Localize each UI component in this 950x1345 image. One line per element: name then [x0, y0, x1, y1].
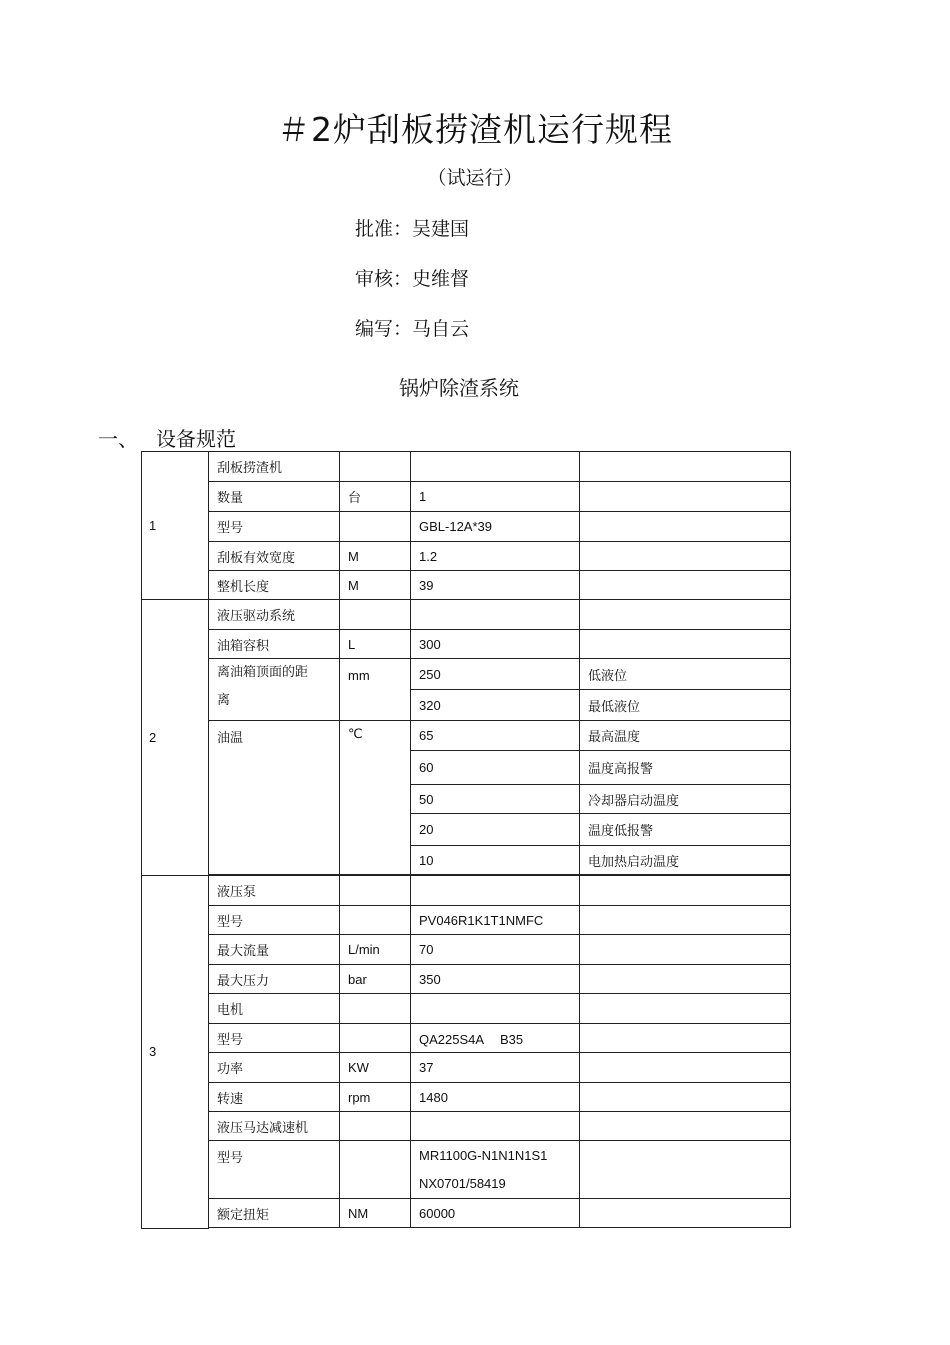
item-unit: M [340, 571, 411, 600]
item-unit: KW [340, 1053, 411, 1083]
item-name: 最大压力 [209, 965, 340, 994]
heading-number: 一、 [98, 427, 138, 451]
item-value: 70 [411, 935, 580, 965]
table-row [142, 600, 791, 630]
item-value: 50 [411, 785, 580, 814]
item-unit: NM [340, 1199, 411, 1228]
table-row [142, 721, 791, 751]
item-note [580, 600, 791, 630]
item-note: 低液位 [580, 659, 791, 690]
table-row [142, 542, 791, 571]
item-name: 型号 [209, 906, 340, 935]
item-unit [340, 1112, 411, 1141]
item-note [580, 1199, 791, 1228]
table-row [142, 1083, 791, 1112]
table-row [142, 1112, 791, 1141]
item-name: 最大流量 [209, 935, 340, 965]
item-unit: M [340, 542, 411, 571]
item-unit [340, 512, 411, 542]
item-note: 温度低报警 [580, 814, 791, 846]
item-value [411, 1112, 580, 1141]
item-value: GBL-12A*39 [411, 512, 580, 542]
author-line: 编写：马自云 [355, 318, 470, 340]
item-note [580, 452, 791, 482]
item-value: 1 [411, 482, 580, 512]
item-note [580, 1112, 791, 1141]
table-row [142, 965, 791, 994]
item-value: 250 [411, 659, 580, 690]
item-unit [340, 994, 411, 1024]
equipment-spec-table [141, 451, 791, 1229]
table-row [142, 906, 791, 935]
table-row [142, 935, 791, 965]
item-name-line2: 离 [217, 693, 231, 708]
table-row [142, 1199, 791, 1228]
section-heading [98, 423, 236, 452]
item-note [580, 1141, 791, 1199]
item-unit: mm [340, 659, 411, 721]
table-row [142, 1053, 791, 1083]
item-name: 型号 [209, 512, 340, 542]
item-unit: bar [340, 965, 411, 994]
table-row [142, 876, 791, 906]
item-unit [340, 1141, 411, 1199]
item-name: 型号 [209, 1024, 340, 1053]
item-unit: rpm [340, 1083, 411, 1112]
item-name: 液压驱动系统 [209, 600, 340, 630]
item-value: QA225S4A B35 [411, 1024, 580, 1053]
item-unit [340, 876, 411, 906]
item-value [411, 452, 580, 482]
item-value: 39 [411, 571, 580, 600]
item-unit: ℃ [340, 721, 411, 875]
table-row [142, 994, 791, 1024]
table-row [142, 482, 791, 512]
item-value [411, 600, 580, 630]
item-name: 数量 [209, 482, 340, 512]
item-unit [340, 452, 411, 482]
item-note [580, 1053, 791, 1083]
table-row [142, 512, 791, 542]
document-title: ＃2炉刮板捞渣机运行规程 [277, 110, 673, 149]
group-number: 2 [142, 600, 209, 876]
item-value [411, 876, 580, 906]
item-name: 刮板捞渣机 [209, 452, 340, 482]
item-name: 额定扭矩 [209, 1199, 340, 1228]
item-name: 电机 [209, 994, 340, 1024]
group-number: 3 [142, 876, 209, 1229]
item-unit [340, 600, 411, 630]
item-value: 10 [411, 846, 580, 875]
item-value [411, 1141, 580, 1199]
item-name: 整机长度 [209, 571, 340, 600]
item-name: 型号 [209, 1141, 340, 1199]
item-value: 60000 [411, 1199, 580, 1228]
item-name: 油温 [209, 721, 340, 875]
item-unit: L [340, 630, 411, 659]
item-note [580, 482, 791, 512]
item-value-line2: NX0701/58419 [419, 1175, 506, 1191]
item-note: 最高温度 [580, 721, 791, 751]
table-row [142, 452, 791, 482]
item-name: 功率 [209, 1053, 340, 1083]
item-value-line1: MR1100G-N1N1N1S1 [419, 1147, 548, 1163]
item-note [580, 512, 791, 542]
item-value: PV046R1K1T1NMFC [411, 906, 580, 935]
table-row [142, 571, 791, 600]
item-value: 320 [411, 690, 580, 721]
item-name: 液压泵 [209, 876, 340, 906]
item-value: 300 [411, 630, 580, 659]
item-note [580, 1083, 791, 1112]
item-value [411, 994, 580, 1024]
item-name: 转速 [209, 1083, 340, 1112]
item-name [209, 659, 340, 721]
document-subtitle: （试运行） [427, 167, 523, 189]
item-value: 1.2 [411, 542, 580, 571]
item-unit: L/min [340, 935, 411, 965]
item-unit: 台 [340, 482, 411, 512]
item-note: 冷却器启动温度 [580, 785, 791, 814]
item-name: 油箱容积 [209, 630, 340, 659]
item-note [580, 571, 791, 600]
item-note [580, 876, 791, 906]
item-note: 最低液位 [580, 690, 791, 721]
section-title: 锅炉除渣系统 [399, 376, 519, 400]
table-row [142, 630, 791, 659]
item-note [580, 542, 791, 571]
item-name: 液压马达减速机 [209, 1112, 340, 1141]
item-value: 1480 [411, 1083, 580, 1112]
heading-text: 设备规范 [156, 427, 236, 451]
item-value: 60 [411, 751, 580, 785]
table-row [142, 1024, 791, 1053]
item-value: 20 [411, 814, 580, 846]
item-unit [340, 1024, 411, 1053]
reviewer-line: 审核：史维督 [355, 268, 470, 290]
item-note [580, 965, 791, 994]
item-value: 37 [411, 1053, 580, 1083]
approver-line: 批准：吴建国 [355, 218, 470, 240]
item-note [580, 906, 791, 935]
item-note: 温度高报警 [580, 751, 791, 785]
item-note [580, 630, 791, 659]
item-note [580, 935, 791, 965]
item-note: 电加热启动温度 [580, 846, 791, 875]
item-name-line1: 离油箱顶面的距 [217, 665, 309, 680]
item-value: 350 [411, 965, 580, 994]
table-row [142, 1141, 791, 1199]
item-name: 刮板有效宽度 [209, 542, 340, 571]
item-note [580, 994, 791, 1024]
group-number: 1 [142, 452, 209, 600]
item-note [580, 1024, 791, 1053]
item-value: 65 [411, 721, 580, 751]
table-row [142, 659, 791, 690]
item-unit [340, 906, 411, 935]
